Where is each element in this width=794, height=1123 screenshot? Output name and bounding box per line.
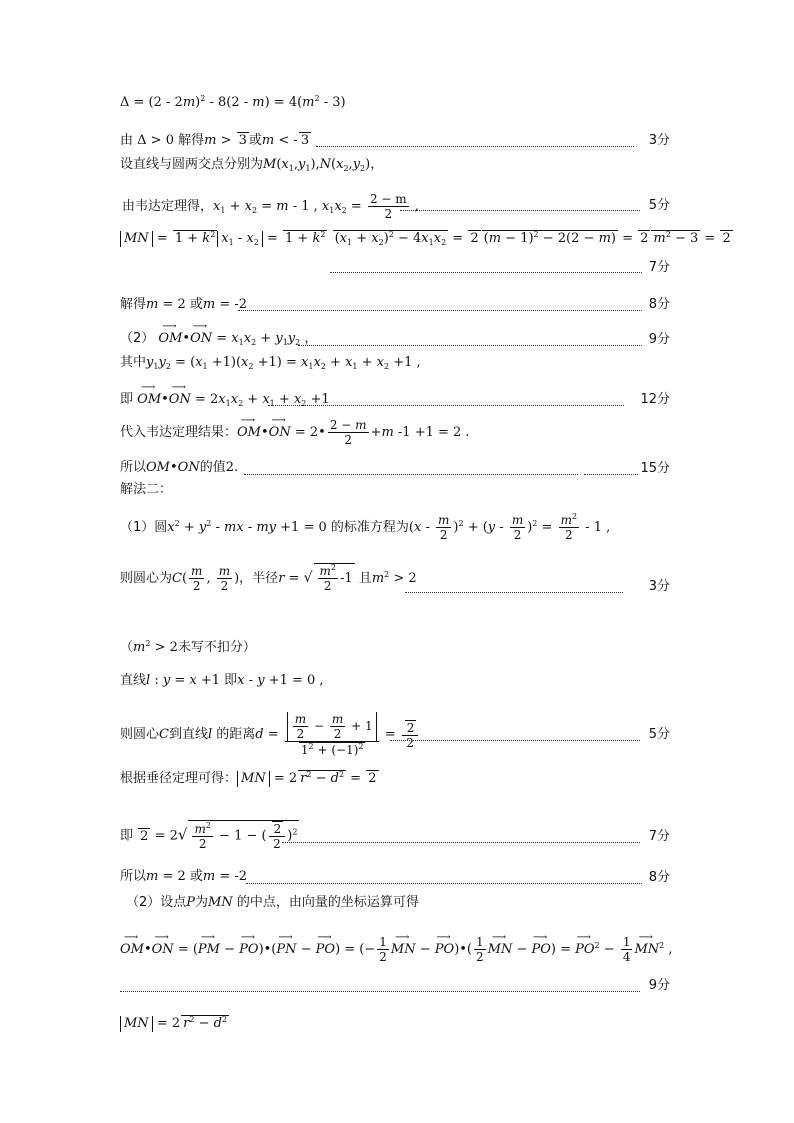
dot-leader (298, 345, 642, 346)
score-3b: 3分 (648, 579, 670, 594)
dot-leader (244, 474, 578, 475)
substitute-vieta-line: 代入韦达定理结果：⟶ OM•⟶ ON = 2• $\frac{2 - m}{2}$ +m -1 +1 = 2 . (120, 418, 470, 447)
dot-leader (316, 146, 634, 147)
score-8b: 8分 (648, 870, 670, 885)
dot-leader (238, 310, 642, 311)
part2-dot-product: （2） ⟶ OM•⟶ ON = $x_1x_2 + y_1y_2$ ， (120, 331, 317, 347)
vector-identity: ⟶ OM•⟶ ON = (⟶ PM − ⟶ PO)•(⟶ PN − ⟶ PO) = (− $\frac{1}{2}$ ⟶ MN − ⟶ PO)•( $\frac{1}{2}$ ⟶ MN − ⟶ PO) = ⟶ $PO^2$ − $\frac{1}{4}$ ⟶ $MN^2$ , (120, 935, 673, 964)
equation-delta: $\Delta = (2 - 2m)^2 - 8(2 - m) = 4(m^2 - 3)$ (120, 94, 346, 110)
score-7a: 7分 (648, 260, 670, 275)
score-15: 15分 (640, 461, 670, 476)
dot-leader (282, 842, 640, 843)
score-8a: 8分 (648, 297, 670, 312)
chord-length-line: MN = $1 + k^2$ $x_1 - x_2 = 1 + k^2$ $(x_1 + x_2)^2 - 4x_1x_2 = 2$ $(m - 1)^2 - 2(2 - m) = 2$ $m^2 - 3 = 2$ (120, 230, 733, 247)
solve-m-line: 解得m = 2 或m = -2 (120, 297, 248, 312)
score-12: 12分 (640, 392, 670, 407)
score-9a: 9分 (648, 332, 670, 347)
dot-product-expanded: 即 ⟶ OM•⟶ ON = $2x_1x_2 + x_1 + x_2 +1$ (120, 392, 330, 408)
dot-leader (330, 272, 642, 273)
line-equation: 直线l : y = x +1 即x - y +1 = 0 , (120, 673, 324, 688)
note-line: （$m^2 > 2$未写不扣分） (120, 639, 256, 655)
midpoint-line: （2）设点P为MN 的中点，由向量的坐标运算可得 (126, 895, 419, 910)
dot-leader (390, 740, 640, 741)
frac-denominator: 2 (384, 207, 393, 221)
dot-leader (405, 592, 623, 593)
circle-standard-form: （1）圆$x^2 + y^2$ - mx - my +1 = 0 的标准方程为(x - $\frac{m}{2}$ )$^2$ + (y - $\frac{m}{2}$ )$^2$ = $\frac{m^2}{2}$ - 1 , (120, 512, 611, 542)
vieta-line: 由韦达定理得，$x_1 + x_2 = m - 1$ , $x_1x_2$ = $\frac{2 - m}{2}$ , (122, 192, 419, 221)
solve-m-line-2: 所以m = 2 或m = -2 (120, 869, 248, 884)
radius-equation: 即 2 = 2√ $\frac{m^2}{2}$ − 1 − ( $\frac{2}{2}$ )$^2$ (120, 820, 298, 851)
score-5a: 5分 (648, 198, 670, 213)
perpendicular-chord-line: 根据垂径定理可得： MN = 2 $r^2 - d^2 = 2$ (120, 770, 377, 786)
chord-formula: MN = 2 $r^2 - d^2$ (120, 1015, 229, 1032)
dot-leader (400, 210, 640, 211)
dot-leader (584, 474, 638, 475)
dot-leader (120, 991, 640, 992)
distance-line: 则圆心C到直线l 的距离d = $\frac{m}{2}$ − $\frac{m}{2}$ + 1 $1^2 + (-1)^2$ = $\frac{2}{2}$ (120, 712, 420, 757)
score-5b: 5分 (648, 727, 670, 742)
circle-center-radius: 则圆心为C( $\frac{m}{2}$ , $\frac{m}{2}$ )，半径r = √ $\frac{m^2}{2}$ -1 且$m^2 > 2$ (120, 563, 417, 593)
solve-delta-line: 由 Δ > 0 解得m > 3 或m < - 3 (120, 133, 310, 148)
score-7b: 7分 (648, 829, 670, 844)
dot-leader (246, 883, 642, 884)
y1y2-line: 其中$y_1y_2 = (x_1 +1)(x_2 +1) = x_1x_2 + x_1 + x_2 +1$ , (120, 355, 421, 371)
dot-leader (268, 405, 624, 406)
score-3a: 3分 (648, 133, 670, 148)
score-9b: 9分 (648, 978, 670, 993)
intersection-points-line: 设直线与圆两交点分别为$M(x_1,y_1),N(x_2,y_2)$， (120, 157, 384, 173)
method-two-heading: 解法二： (120, 482, 173, 497)
conclusion-line: 所以OM•ON的值2. (120, 460, 239, 475)
frac-numerator: 2 − m (369, 192, 407, 206)
